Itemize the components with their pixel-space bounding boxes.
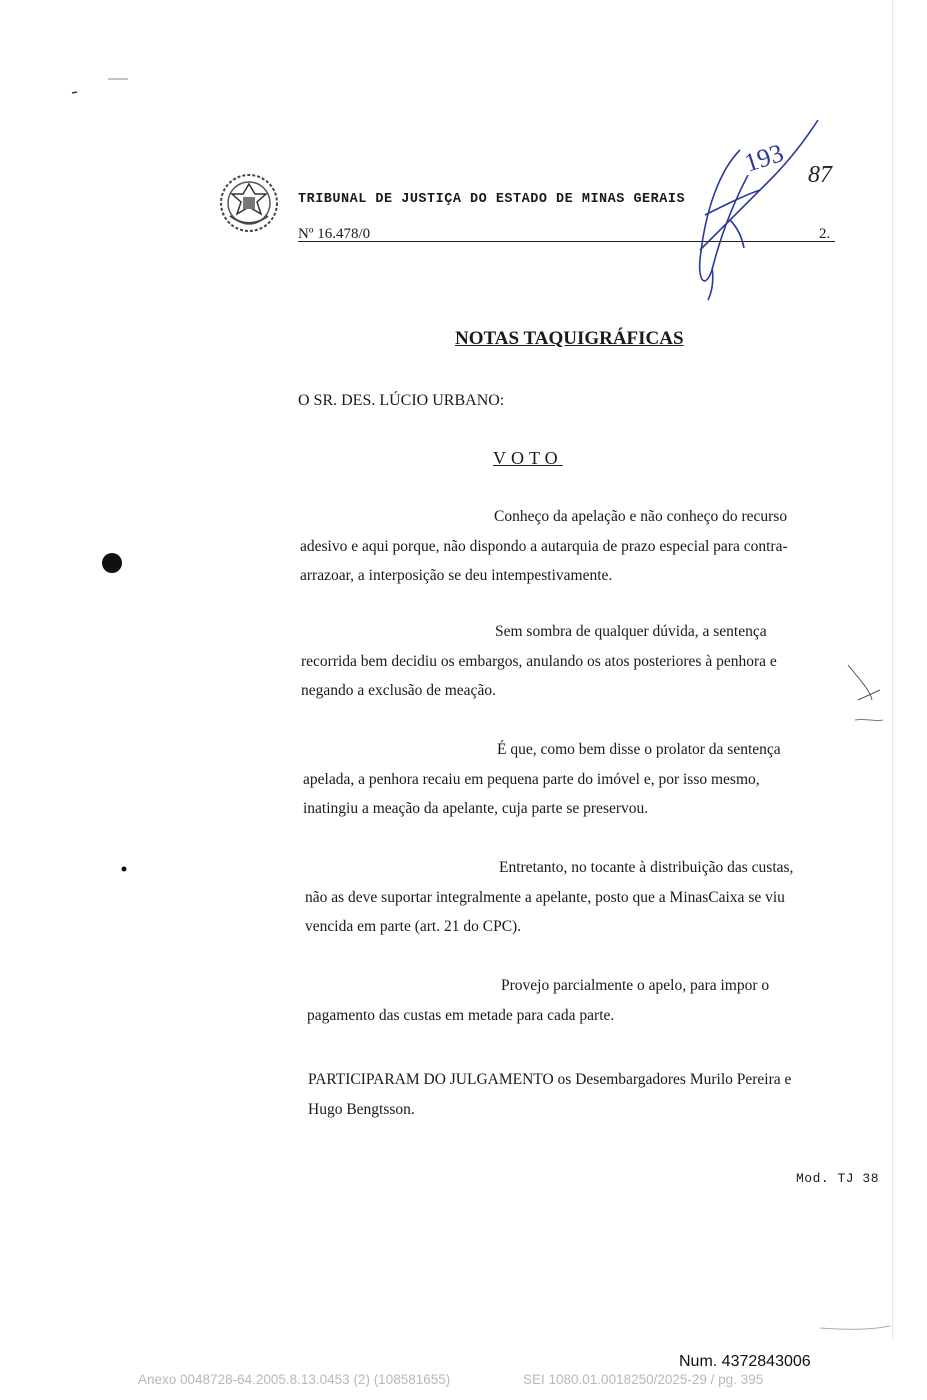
- form-code: Mod. TJ 38: [796, 1171, 880, 1186]
- paragraph-line: É que, como bem disse o prolator da sentença: [497, 741, 781, 758]
- hole-punch-mark: [102, 553, 122, 573]
- paragraph-line: Entretanto, no tocante à distribuição das custas,: [499, 859, 794, 876]
- paragraph-line: Conheço da apelação e não conheço do recurso: [494, 508, 788, 525]
- margin-mark: [855, 719, 883, 720]
- paragraph-line: Hugo Bengtsson.: [308, 1100, 415, 1118]
- paragraph-line: apelada, a penhora recaiu em pequena parte do imóvel e, por isso mesmo,: [303, 770, 760, 788]
- sei-reference: SEI 1080.01.0018250/2025-29 / pg. 395: [523, 1372, 764, 1387]
- paragraph-line: Provejo parcialmente o apelo, para impor o: [501, 977, 770, 994]
- paragraph-line: PARTICIPARAM DO JULGAMENTO os Desembargadores Murilo Pereira e: [308, 1071, 792, 1088]
- scan-speck: [820, 1326, 890, 1329]
- court-name: TRIBUNAL DE JUSTIÇA DO ESTADO DE MINAS GERAIS: [298, 192, 686, 207]
- speaker-name: O SR. DES. LÚCIO URBANO:: [298, 392, 505, 409]
- paragraph-line: vencida em parte (art. 21 do CPC).: [305, 918, 522, 935]
- scan-speck: [72, 92, 77, 93]
- handwritten-sheet-number: 193: [740, 138, 787, 178]
- paragraph-line: adesivo e aqui porque, não dispondo a autarquia de prazo especial para contra-: [300, 537, 788, 555]
- ink-dot: [122, 867, 127, 872]
- anexo-reference: Anexo 0048728-64.2005.8.13.0453 (2) (108581655): [138, 1372, 451, 1387]
- section-title: VOTO: [493, 448, 563, 468]
- margin-mark: [848, 665, 880, 700]
- document-title: NOTAS TAQUIGRÁFICAS: [455, 328, 684, 349]
- paragraph-line: pagamento das custas em metade para cada parte.: [307, 1006, 615, 1024]
- paragraph-line: arrazoar, a interposição se deu intempestivamente.: [300, 567, 613, 584]
- handwritten-sheet-number-b: 87: [808, 162, 832, 188]
- paragraph-line: Sem sombra de qualquer dúvida, a sentença: [495, 623, 767, 640]
- paragraph-line: inatingiu a meação da apelante, cuja parte se preservou.: [303, 800, 649, 817]
- process-number: Nº 16.478/0: [298, 226, 371, 242]
- paragraph-line: recorrida bem decidiu os embargos, anulando os atos posteriores à penhora e: [301, 652, 777, 670]
- paragraph-line: negando a exclusão de meação.: [301, 682, 496, 699]
- paragraph-line: não as deve suportar integralmente a apelante, posto que a MinasCaixa se viu: [305, 888, 785, 906]
- page-number: 2.: [819, 226, 831, 242]
- document-num: Num. 4372843006: [679, 1353, 811, 1370]
